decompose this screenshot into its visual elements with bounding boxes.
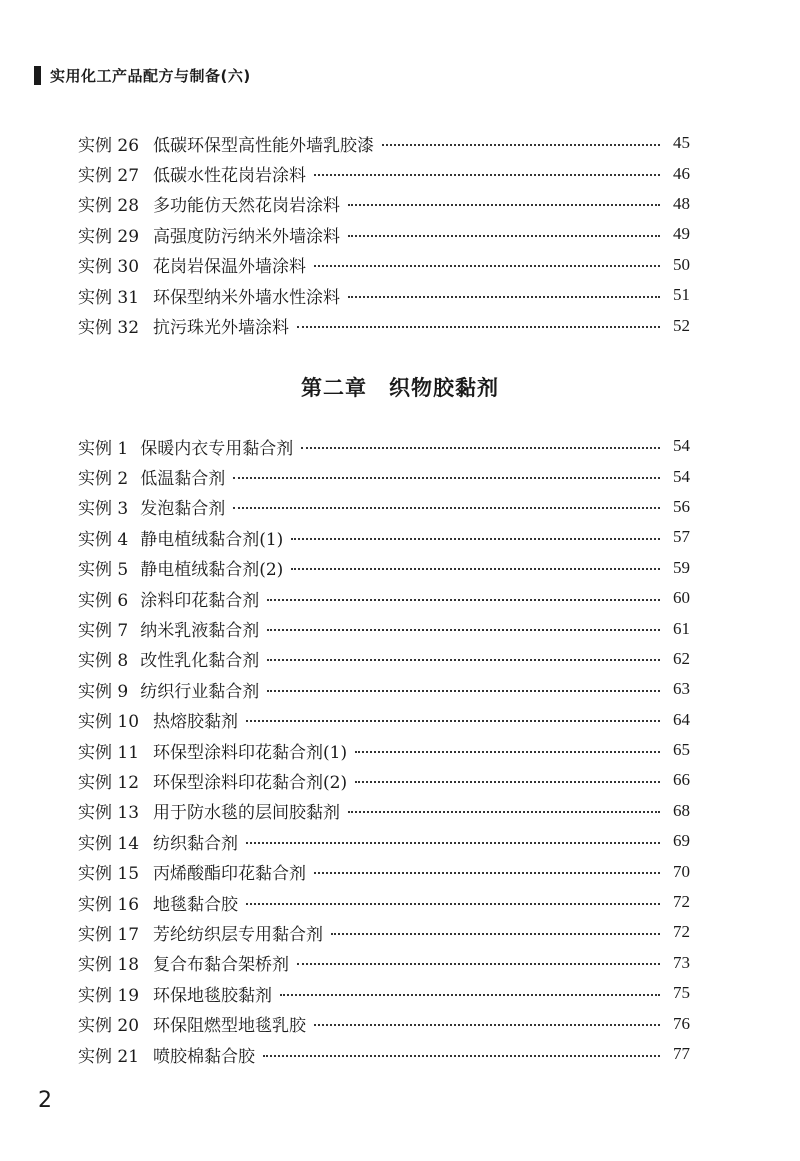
dot-leader bbox=[291, 567, 660, 570]
toc-entry-title: 纺织行业黏合剂 bbox=[140, 681, 260, 702]
dot-leader bbox=[314, 871, 660, 874]
toc-entry-label: 实例 15 bbox=[78, 864, 140, 885]
toc-entry-page: 72 bbox=[673, 892, 690, 912]
toc-entry-title: 复合布黏合架桥剂 bbox=[153, 955, 290, 976]
toc-entry-page: 69 bbox=[673, 831, 690, 851]
dot-leader bbox=[331, 932, 660, 935]
toc-entry[interactable] bbox=[78, 765, 690, 795]
toc-entry[interactable] bbox=[78, 674, 690, 704]
toc-entry-label: 实例 31 bbox=[78, 287, 140, 308]
dot-leader bbox=[314, 1023, 660, 1026]
toc-entry[interactable] bbox=[78, 219, 690, 249]
toc-entry-page: 60 bbox=[673, 588, 690, 608]
toc-entry-title: 静电植绒黏合剂(2) bbox=[140, 560, 284, 581]
dot-leader bbox=[348, 295, 660, 298]
toc-entry-label: 实例 30 bbox=[78, 257, 140, 278]
dot-leader bbox=[267, 689, 660, 692]
toc-entry-label: 实例 18 bbox=[78, 955, 140, 976]
toc-entry-title: 纺织黏合剂 bbox=[153, 833, 239, 854]
toc-entry-label: 实例 17 bbox=[78, 924, 140, 945]
toc-entry-label: 实例 32 bbox=[78, 318, 140, 339]
toc-entry-page: 54 bbox=[673, 436, 690, 456]
toc-entry[interactable] bbox=[78, 1039, 690, 1069]
toc-entry-page: 77 bbox=[673, 1044, 690, 1063]
toc-entry-page: 73 bbox=[673, 952, 690, 972]
toc-entry-page: 62 bbox=[673, 648, 690, 668]
toc-entry-page: 51 bbox=[673, 285, 690, 305]
toc-entry-title: 喷胶棉黏合胶 bbox=[153, 1046, 256, 1067]
toc-entry-label: 实例 26 bbox=[78, 135, 140, 156]
toc-entry-title: 静电植绒黏合剂(1) bbox=[140, 529, 284, 550]
toc-entry-title: 用于防水毯的层间胶黏剂 bbox=[153, 803, 341, 824]
dot-leader bbox=[233, 506, 660, 509]
toc-entry[interactable] bbox=[78, 492, 690, 522]
toc-entry-label: 实例 29 bbox=[78, 226, 140, 247]
toc-entry-page: 57 bbox=[673, 527, 690, 547]
toc-entry[interactable] bbox=[78, 158, 690, 188]
dot-leader bbox=[280, 993, 660, 996]
toc-entry-label: 实例 20 bbox=[78, 1016, 140, 1037]
toc-entry-label: 实例 27 bbox=[78, 166, 140, 187]
toc-entry-page: 75 bbox=[673, 983, 690, 1003]
toc-entry-title: 热熔胶黏剂 bbox=[153, 712, 239, 733]
toc-entry[interactable] bbox=[78, 280, 690, 310]
toc-entry[interactable] bbox=[78, 583, 690, 613]
toc-entry-page: 63 bbox=[673, 679, 690, 699]
toc-entry[interactable] bbox=[78, 705, 690, 735]
toc-entry-title: 改性乳化黏合剂 bbox=[140, 651, 260, 672]
toc-entry[interactable] bbox=[78, 553, 690, 583]
toc-entry-title: 环保型涂料印花黏合剂(2) bbox=[153, 772, 348, 793]
toc-entry-page: 70 bbox=[673, 861, 690, 881]
toc-entry-label: 实例 3 bbox=[78, 499, 129, 520]
toc-entry[interactable] bbox=[78, 431, 690, 461]
toc-entry-label: 实例 6 bbox=[78, 590, 129, 611]
dot-leader bbox=[382, 143, 660, 146]
chapter-heading: 第二章 织物胶黏剂 bbox=[301, 376, 499, 400]
toc-entry[interactable] bbox=[78, 796, 690, 826]
toc-entry-title: 环保型纳米外墙水性涂料 bbox=[153, 287, 341, 308]
toc-entry-page: 64 bbox=[673, 709, 690, 729]
toc-list-chapter-one-tail bbox=[78, 128, 690, 341]
header-bar-mark bbox=[34, 66, 41, 85]
dot-leader bbox=[314, 264, 660, 267]
toc-entry[interactable] bbox=[78, 613, 690, 643]
toc-entry[interactable] bbox=[78, 948, 690, 978]
toc-entry-label: 实例 5 bbox=[78, 560, 129, 581]
dot-leader bbox=[263, 1054, 660, 1057]
dot-leader bbox=[348, 234, 660, 237]
toc-entry-title: 低碳环保型高性能外墙乳胶漆 bbox=[153, 135, 375, 156]
toc-entry-label: 实例 10 bbox=[78, 712, 140, 733]
toc-entry[interactable] bbox=[78, 128, 690, 158]
toc-entry-title: 涂料印花黏合剂 bbox=[140, 590, 260, 611]
toc-entry[interactable] bbox=[78, 461, 690, 491]
dot-leader bbox=[267, 598, 660, 601]
toc-entry[interactable] bbox=[78, 1008, 690, 1038]
toc-entry-label: 实例 14 bbox=[78, 833, 140, 854]
toc-entry-page: 48 bbox=[673, 193, 690, 213]
dot-leader bbox=[297, 962, 660, 965]
toc-entry-page: 59 bbox=[673, 557, 690, 577]
toc-entry[interactable] bbox=[78, 917, 690, 947]
toc-entry-title: 环保阻燃型地毯乳胶 bbox=[153, 1016, 307, 1037]
toc-entry-page: 61 bbox=[673, 618, 690, 638]
dot-leader bbox=[246, 719, 660, 722]
dot-leader bbox=[246, 841, 660, 844]
toc-entry[interactable] bbox=[78, 887, 690, 917]
toc-entry-title: 环保地毯胶黏剂 bbox=[153, 985, 273, 1006]
dot-leader bbox=[301, 446, 660, 449]
toc-entry-title: 低碳水性花岗岩涂料 bbox=[153, 166, 307, 187]
dot-leader bbox=[348, 203, 660, 206]
dot-leader bbox=[246, 902, 660, 905]
toc-entry-page: 49 bbox=[673, 224, 690, 244]
toc-entry-label: 实例 1 bbox=[78, 438, 129, 459]
running-header bbox=[34, 64, 251, 86]
toc-entry-title: 保暖内衣专用黏合剂 bbox=[140, 438, 294, 459]
toc-entry-page: 72 bbox=[673, 922, 690, 942]
toc-entry-page: 76 bbox=[673, 1013, 690, 1033]
toc-entry[interactable] bbox=[78, 856, 690, 886]
toc-entry-label: 实例 11 bbox=[78, 742, 140, 763]
toc-entry-title: 纳米乳液黏合剂 bbox=[140, 621, 260, 642]
toc-entry-label: 实例 19 bbox=[78, 985, 140, 1006]
toc-entry-page: 50 bbox=[673, 254, 690, 274]
toc-entry-page: 68 bbox=[673, 800, 690, 820]
toc-entry[interactable] bbox=[78, 310, 690, 340]
toc-entry-label: 实例 13 bbox=[78, 803, 140, 824]
toc-entry-title: 抗污珠光外墙涂料 bbox=[153, 318, 290, 339]
dot-leader bbox=[233, 476, 660, 479]
toc-entry-label: 实例 2 bbox=[78, 469, 129, 490]
toc-entry-title: 多功能仿天然花岗岩涂料 bbox=[153, 196, 341, 217]
toc-entry[interactable] bbox=[78, 250, 690, 280]
toc-entry[interactable] bbox=[78, 735, 690, 765]
toc-entry[interactable] bbox=[78, 978, 690, 1008]
toc-entry-label: 实例 28 bbox=[78, 196, 140, 217]
toc-entry-page: 52 bbox=[673, 315, 690, 335]
toc-entry-label: 实例 4 bbox=[78, 529, 129, 550]
toc-entry-page: 56 bbox=[673, 496, 690, 516]
toc-list-chapter-two bbox=[78, 431, 690, 1069]
toc-entry-title: 低温黏合剂 bbox=[140, 469, 226, 490]
dot-leader bbox=[355, 750, 660, 753]
toc-entry-title: 丙烯酸酯印花黏合剂 bbox=[153, 864, 307, 885]
toc-entry-title: 地毯黏合胶 bbox=[153, 894, 239, 915]
dot-leader bbox=[355, 780, 660, 783]
toc-entry-title: 花岗岩保温外墙涂料 bbox=[153, 257, 307, 278]
toc-entry[interactable] bbox=[78, 826, 690, 856]
toc-entry[interactable] bbox=[78, 189, 690, 219]
toc-entry-label: 实例 12 bbox=[78, 772, 140, 793]
toc-entry-label: 实例 21 bbox=[78, 1046, 140, 1067]
toc-entry-label: 实例 16 bbox=[78, 894, 140, 915]
toc-entry-page: 66 bbox=[673, 770, 690, 790]
dot-leader bbox=[348, 810, 660, 813]
toc-entry[interactable] bbox=[78, 644, 690, 674]
toc-entry-title: 芳纶纺织层专用黏合剂 bbox=[153, 924, 324, 945]
toc-entry-page: 54 bbox=[673, 466, 690, 486]
dot-leader bbox=[267, 658, 660, 661]
toc-entry-title: 高强度防污纳米外墙涂料 bbox=[153, 226, 341, 247]
toc-entry-title: 发泡黏合剂 bbox=[140, 499, 226, 520]
toc-entry-page: 65 bbox=[673, 740, 690, 760]
toc-entry[interactable] bbox=[78, 522, 690, 552]
toc-entry-page: 45 bbox=[673, 133, 690, 153]
book-title: 实用化工产品配方与制备(六) bbox=[50, 66, 251, 85]
dot-leader bbox=[314, 173, 660, 176]
toc-entry-label: 实例 7 bbox=[78, 621, 129, 642]
dot-leader bbox=[297, 325, 660, 328]
toc-entry-label: 实例 8 bbox=[78, 651, 129, 672]
dot-leader bbox=[267, 628, 660, 631]
toc-entry-page: 46 bbox=[673, 163, 690, 183]
toc-entry-title: 环保型涂料印花黏合剂(1) bbox=[153, 742, 348, 763]
dot-leader bbox=[291, 537, 660, 540]
toc-entry-label: 实例 9 bbox=[78, 681, 129, 702]
page-number: 2 bbox=[38, 1088, 52, 1113]
